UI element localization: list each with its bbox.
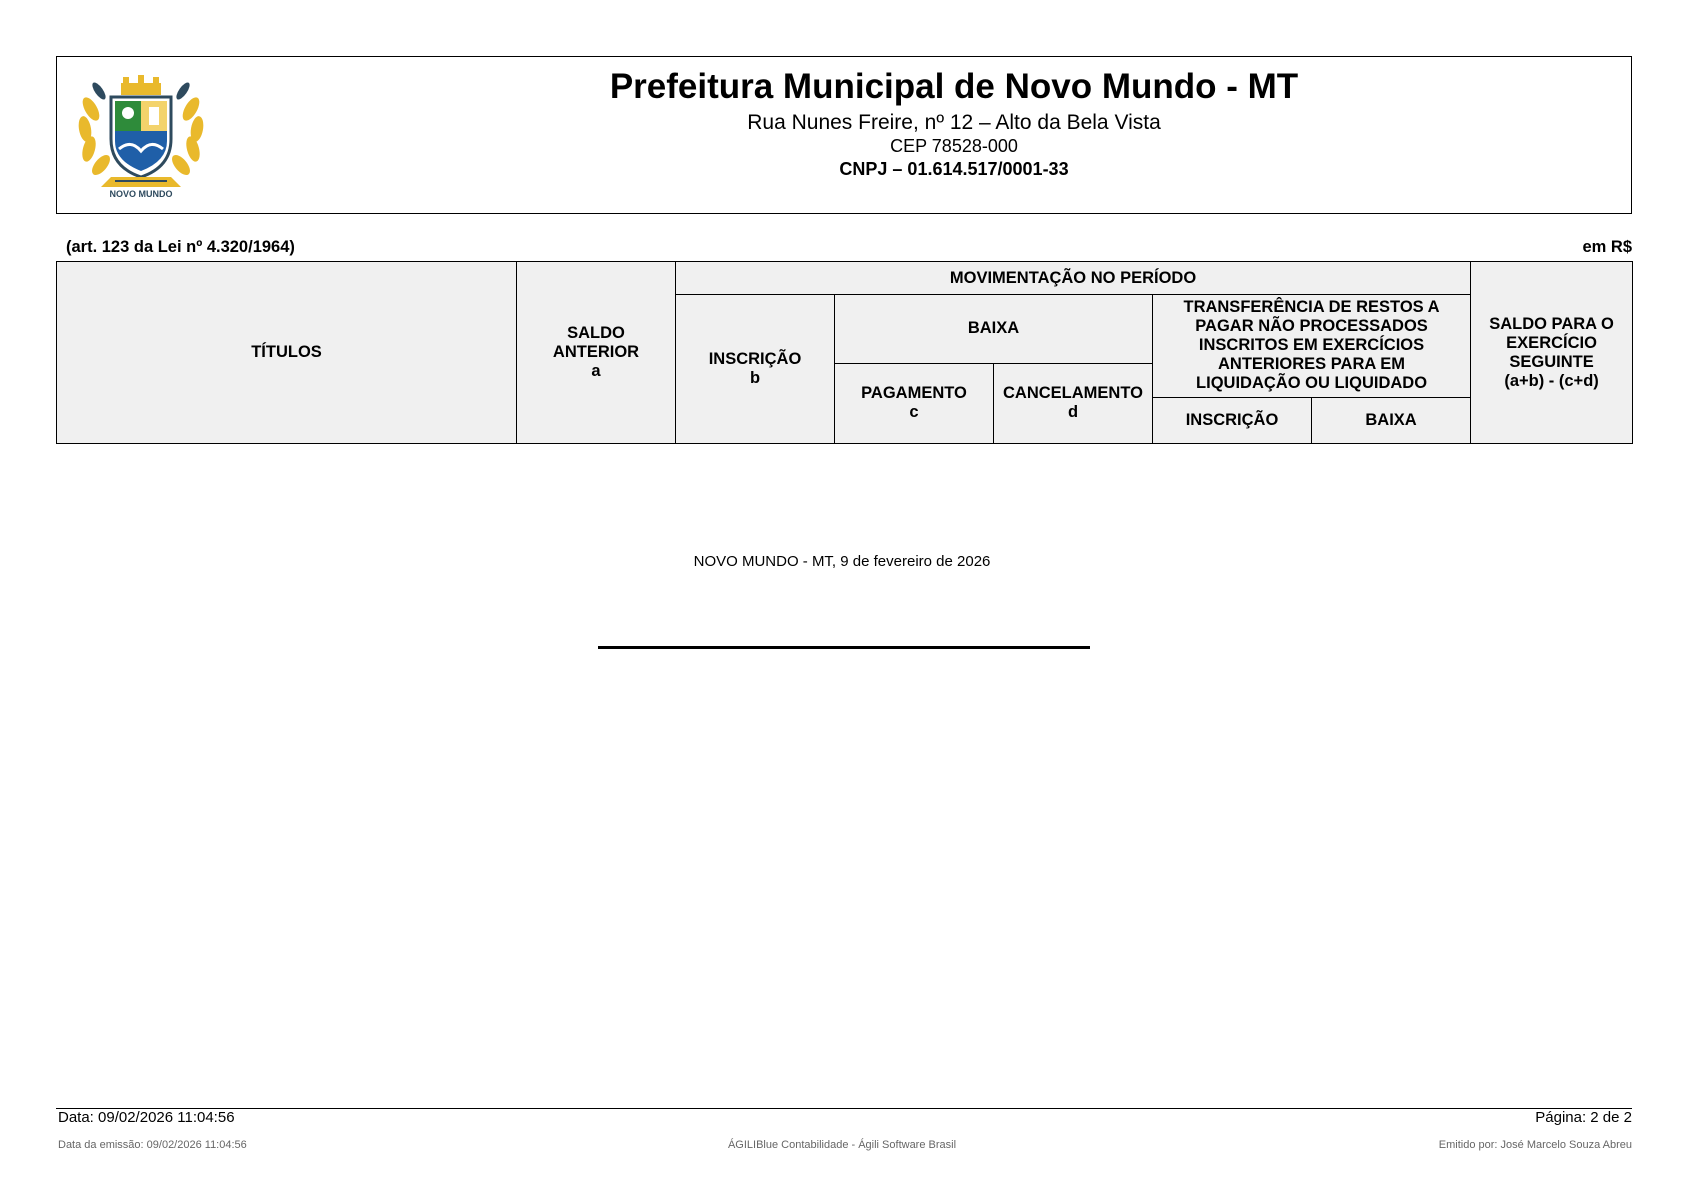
footer-date: Data: 09/02/2026 11:04:56	[58, 1109, 235, 1126]
footer-emission-date: Data da emissão: 09/02/2026 11:04:56	[58, 1139, 247, 1151]
signature-line	[598, 646, 1090, 649]
footer-software: ÁGILIBlue Contabilidade - Ágili Software Brasil	[727, 1139, 957, 1151]
signature-city-date: NOVO MUNDO - MT, 9 de fevereiro de 2026	[693, 553, 991, 570]
page-title: Prefeitura Municipal de Novo Mundo - MT	[609, 67, 1299, 106]
header-cnpj: CNPJ – 01.614.517/0001-33	[839, 159, 1069, 179]
group-movimentacao: MOVIMENTAÇÃO NO PERÍODO	[676, 262, 1471, 295]
col-cancelamento: CANCELAMENTO d	[994, 363, 1153, 443]
logo-motto: NOVO MUNDO	[109, 189, 173, 199]
col-transf-inscricao: INSCRIÇÃO	[1153, 397, 1312, 443]
restos-a-pagar-table	[56, 261, 1633, 444]
report-header	[56, 56, 1632, 214]
col-transf-baixa: BAIXA	[1312, 397, 1471, 443]
col-saldo-seguinte: SALDO PARA O EXERCÍCIO SEGUINTE (a+b) - (c+d)	[1471, 262, 1633, 444]
footer-divider	[56, 1108, 1632, 1109]
header-address: Rua Nunes Freire, nº 12 – Alto da Bela Vista	[747, 111, 1161, 134]
group-transferencia: TRANSFERÊNCIA DE RESTOS A PAGAR NÃO PROCESSADOS INSCRITOS EM EXERCÍCIOS ANTERIORES PARA EM LIQUIDAÇÃO OU LIQUIDADO	[1153, 295, 1471, 398]
currency-note: em R$	[1582, 238, 1632, 256]
col-pagamento: PAGAMENTO c	[835, 363, 994, 443]
law-reference: (art. 123 da Lei nº 4.320/1964)	[66, 238, 295, 256]
col-saldo-anterior: SALDO ANTERIOR a	[517, 262, 676, 444]
col-inscricao: INSCRIÇÃO b	[676, 295, 835, 444]
footer-issued-by: Emitido por: José Marcelo Souza Abreu	[1438, 1139, 1632, 1151]
group-baixa: BAIXA	[835, 295, 1153, 363]
header-cep: CEP 78528-000	[890, 136, 1018, 156]
footer-page-number: Página: 2 de 2	[1535, 1109, 1632, 1126]
col-titulos: TÍTULOS	[57, 262, 517, 444]
